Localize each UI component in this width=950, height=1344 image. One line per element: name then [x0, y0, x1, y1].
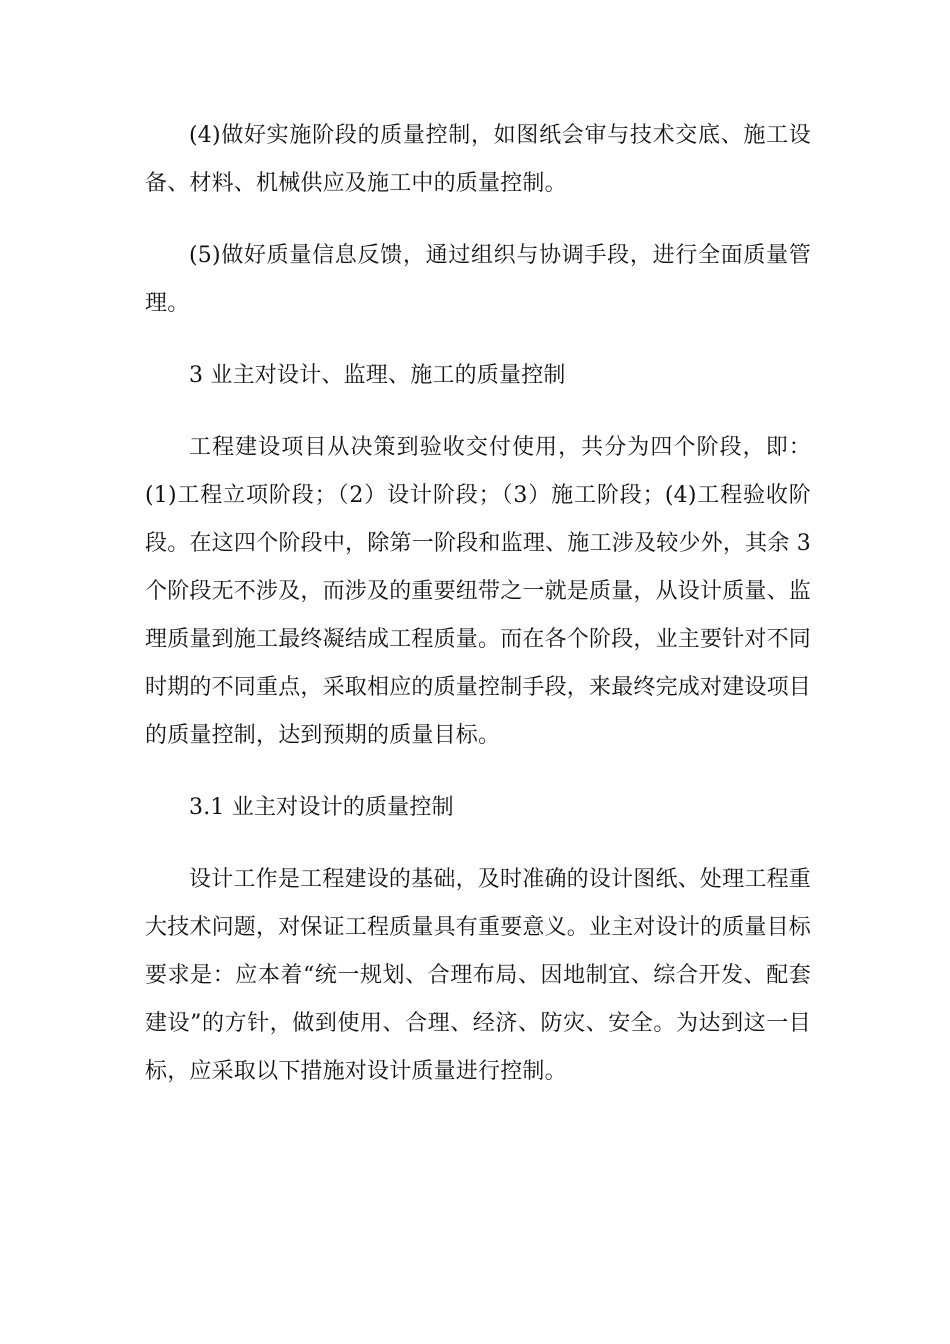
section-3-1-body: 设计工作是工程建设的基础，及时准确的设计图纸、处理工程重大技术问题，对保证工程质量具有重要意义。业主对设计的质量目标要求是：应本着“统一规划、合理布局、因地制宜、综合开发、配套建设”的方针，做到使用、合理、经济、防灾、安全。为达到这一目标，应采取以下措施对设计质量进行控制。 [145, 867, 812, 1084]
section-3-1-heading: 3.1 业主对设计的质量控制 [189, 795, 454, 820]
paragraph-item-5: (5)做好质量信息反馈，通过组织与协调手段，进行全面质量管理。 [145, 243, 811, 316]
document-body [145, 112, 811, 1120]
paragraph-item-4: (4)做好实施阶段的质量控制，如图纸会审与技术交底、施工设备、材料、机械供应及施工中的质量控制。 [145, 123, 811, 196]
section-3-heading: 3 业主对设计、监理、施工的质量控制 [189, 363, 566, 388]
section-3-body: 工程建设项目从决策到验收交付使用，共分为四个阶段，即：(1)工程立项阶段；（2）设计阶段；（3）施工阶段；(4)工程验收阶段。在这四个阶段中，除第一阶段和监理、施工涉及较少外，其余 3 个阶段无不涉及，而涉及的重要纽带之一就是质量，从设计质量、监理质量到施工最终凝结成工程质量。而在各个阶段，业主要针对不同时期的不同重点，采取相应的质量控制手段，来最终完成对建设项目的质量控制，达到预期的质量目标。 [145, 435, 812, 748]
